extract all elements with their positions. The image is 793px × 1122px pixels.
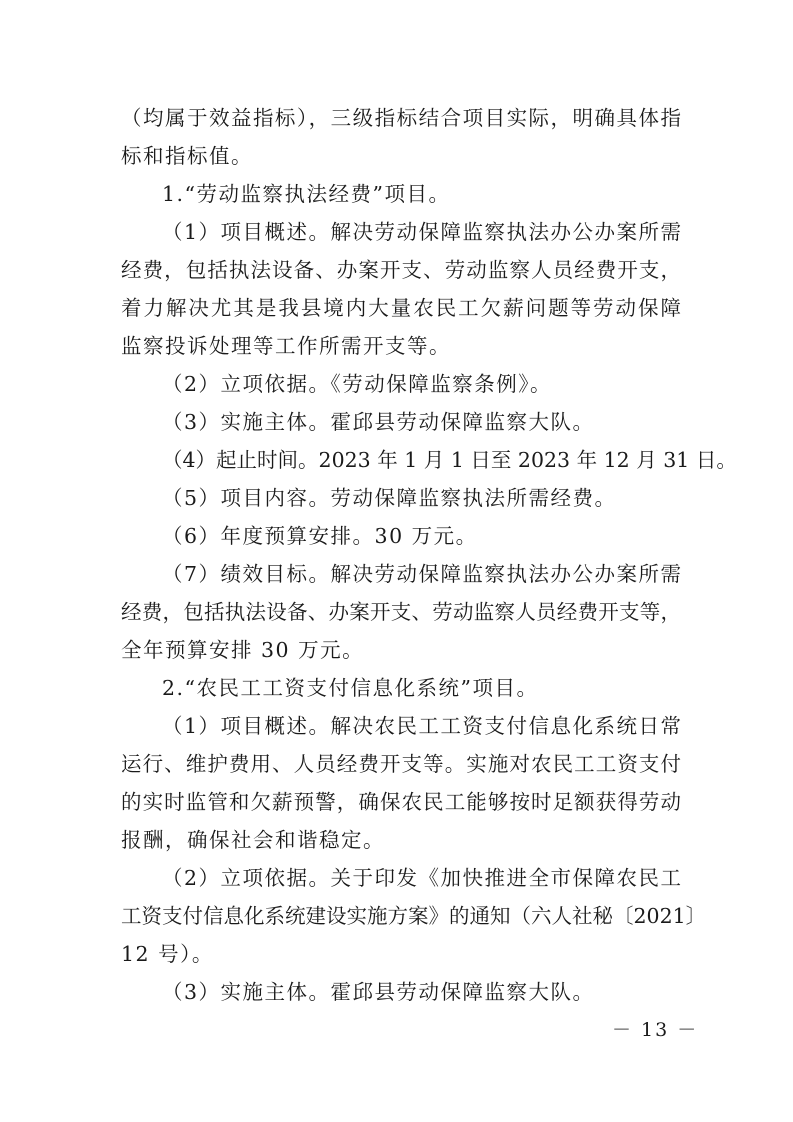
- section-heading-1: 1.“劳动监察执法经费”项目。: [162, 182, 451, 206]
- text-line-9: （3）实施主体。霍邱县劳动保障监察大队。: [162, 410, 595, 434]
- text-line-1: （均属于效益指标），三级指标结合项目实际，明确具体指: [121, 106, 681, 130]
- text-line-23: 12 号）。: [121, 942, 214, 966]
- section-heading-2: 2.“农民工工资支付信息化系统”项目。: [162, 676, 539, 700]
- text-line-8: （2）立项依据。《劳动保障监察条例》。: [162, 372, 553, 396]
- text-line-20: 报酬，确保社会和谐稳定。: [121, 828, 385, 852]
- text-line-7: 监察投诉处理等工作所需开支等。: [121, 334, 451, 358]
- text-line-5: 经费，包括执法设备、办案开支、劳动监察人员经费开支，: [121, 258, 681, 282]
- text-line-13: （7）绩效目标。解决劳动保障监察执法办公办案所需: [162, 562, 681, 586]
- text-line-10: （4）起止时间。2023 年 1 月 1 日至 2023 年 12 月 31 日。: [162, 448, 737, 472]
- text-line-24: （3）实施主体。霍邱县劳动保障监察大队。: [162, 980, 595, 1004]
- text-line-4: （1）项目概述。解决劳动保障监察执法办公办案所需: [162, 220, 681, 244]
- text-line-2: 标和指标值。: [121, 144, 253, 168]
- text-line-15: 全年预算安排 30 万元。: [121, 638, 365, 662]
- text-line-19: 的实时监管和欠薪预警，确保农民工能够按时足额获得劳动: [121, 790, 681, 814]
- text-line-14: 经费，包括执法设备、办案开支、劳动监察人员经费开支等，: [121, 600, 681, 624]
- text-line-12: （6）年度预算安排。30 万元。: [162, 524, 478, 548]
- page-number: － 13 －: [612, 1019, 699, 1041]
- text-line-22: 工资支付信息化系统建设实施方案》的通知（六人社秘〔2021〕: [121, 904, 707, 928]
- text-line-11: （5）项目内容。劳动保障监察执法所需经费。: [162, 486, 617, 510]
- text-line-18: 运行、维护费用、人员经费开支等。实施对农民工工资支付: [121, 752, 681, 776]
- text-line-6: 着力解决尤其是我县境内大量农民工欠薪问题等劳动保障: [121, 296, 681, 320]
- text-line-21: （2）立项依据。关于印发《加快推进全市保障农民工: [162, 866, 681, 890]
- text-line-17: （1）项目概述。解决农民工工资支付信息化系统日常: [162, 714, 681, 738]
